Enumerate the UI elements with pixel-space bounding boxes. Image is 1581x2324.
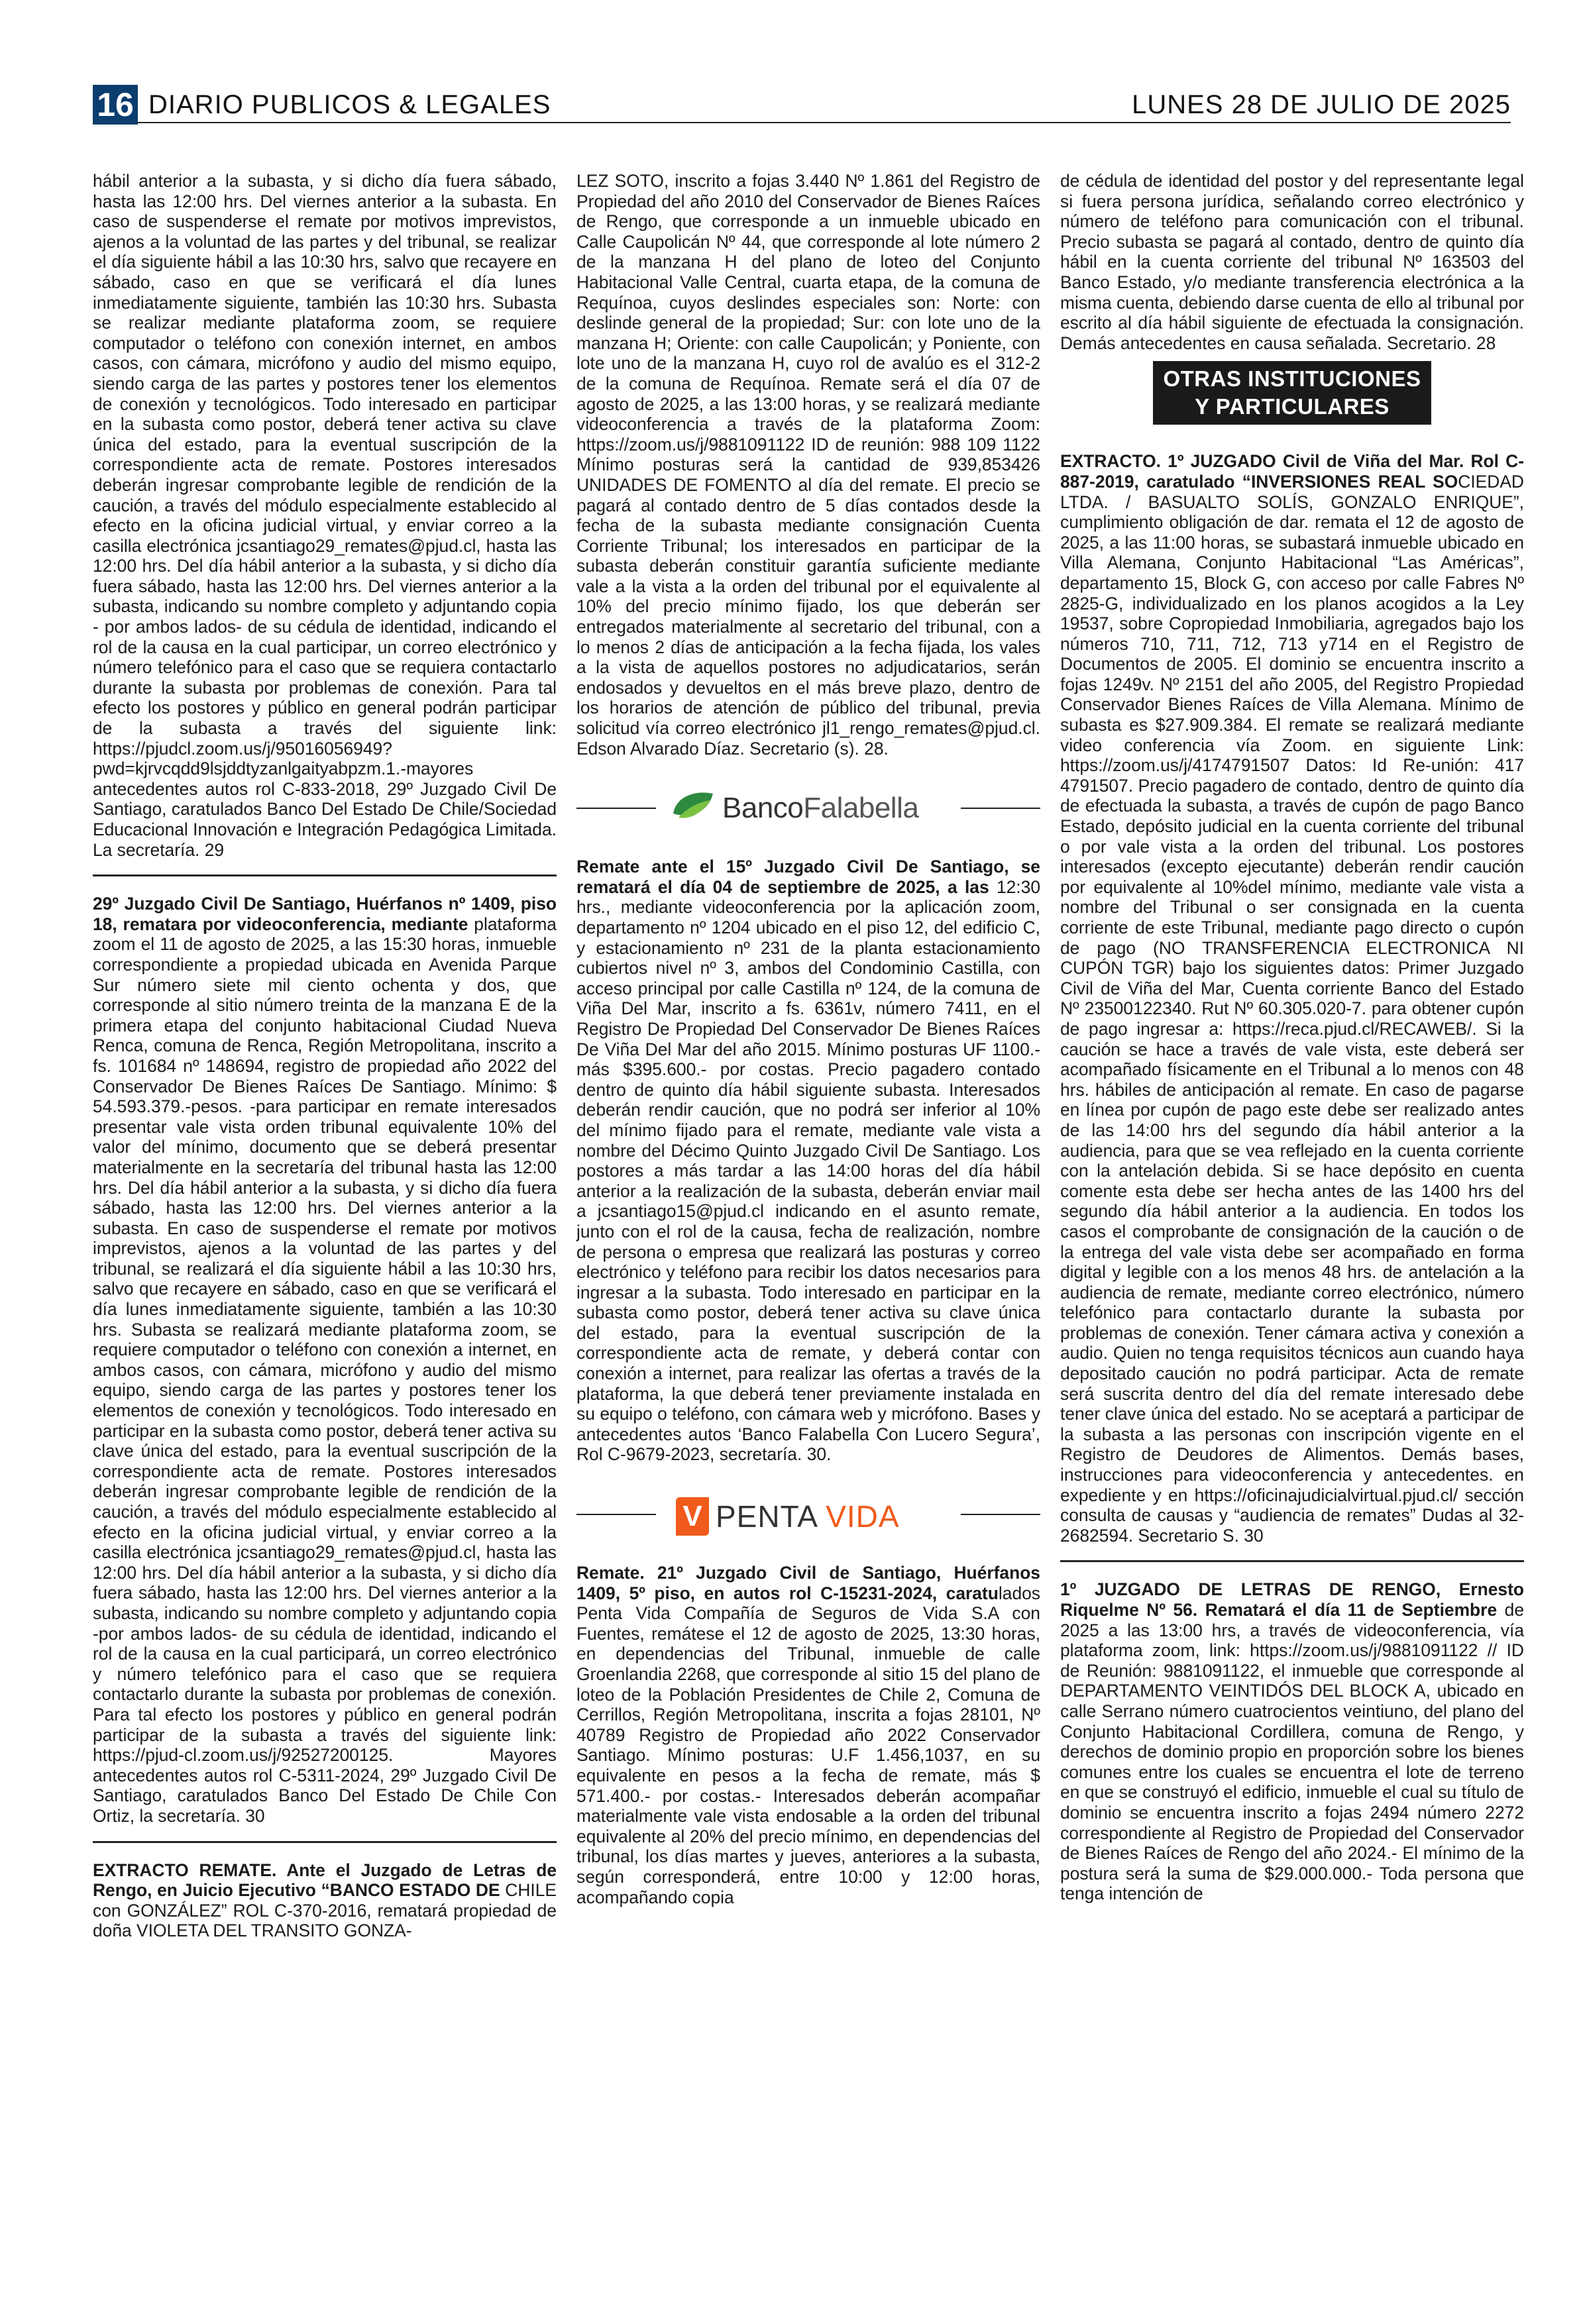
penta-vida-wordmark [716, 1499, 900, 1534]
page-number: 16 [93, 85, 138, 125]
falabella-wordmark-banco: Banco [722, 791, 804, 824]
notice-rengo-continued [576, 171, 1040, 759]
section-heading-line-2: Y PARTICULARES [1195, 394, 1390, 419]
notice-lead: EXTRACTO REMATE. Ante el Juzgado de Letras de Rengo, en Juicio Ejecutivo “BANCO ESTADO DE [93, 1860, 557, 1901]
notice-rengo-extracto [93, 1860, 557, 1941]
notice-divider [93, 1841, 557, 1843]
logo-rule-right [961, 808, 1040, 809]
notice-divider [93, 874, 557, 876]
notice-body: 12:30 hrs., mediante videoconferencia por la aplicación zoom, departamento nº 1204 ubicado en el piso 12, del edificio C, y estacionamiento nº 231 de la planta estacionamiento cubiertos nivel nº 3, ambos del Condominio Castilla, con acceso principal por calle Castilla nº 124, de la comuna de Viña Del Mar, inscrito a fs. 6361v, número 7411, en el Registro De Propiedad Del Conservador De Bienes Raíces De Viña Del Mar del año 2015. Mínimo posturas UF 1100.- más $395.600.- por costas. Precio pagadero contado dentro de quinto día hábil siguiente subasta. Interesados deberán rendir caución, que no podrá ser inferior al 10% del mínimo fijado para el remate, mediante vale vista a nombre del Décimo Quinto Juzgado Civil De Santiago. Los postores a más tardar a las 14:00 horas del día hábil anterior a la realización de la subasta, deberán enviar mail a jcsantiago15@pjud.cl indicando en el asunto remate, junto con el rol de la causa, fecha de realización, nombre de persona o empresa que realizará las posturas y correo electrónico y teléfono para recibir los datos necesarios para ingresar a la subasta. Todo interesado en participar en la subasta como postor, deberá tener activa su clave única del estado, para la eventual suscripción de la correspondiente acta de remate, y deberá contar con conexión a internet, para realizar las ofertas a través de la plataforma, la que deberá tener previamente instalada en su equipo o teléfono, con cámara web y micrófono. Bases y antecedentes autos ‘Banco Falabella Con Lucero Segura’, Rol C-9679-2023, secretaría. 30. [576, 876, 1040, 1465]
penta-wordmark-vida: VIDA [826, 1499, 900, 1534]
notice-lead: 1º JUZGADO DE LETRAS DE RENGO, Ernesto Riquelme Nº 56. Rematará el día 11 de Septiembre [1060, 1579, 1524, 1620]
notice-santiago-21-cerrillos [576, 1563, 1040, 1907]
column-3 [1060, 171, 1524, 1904]
penta-vida-logo-box [576, 1477, 1040, 1551]
notice-body: CHILE con GONZÁLEZ” ROL C-370-2016, rematará propiedad de doña VIOLETA DEL TRANSITO GONZA- [93, 1880, 557, 1941]
banco-falabella-logo [669, 785, 918, 831]
notice-lead: Remate ante el 15º Juzgado Civil De Santiago, se rematará el día 04 de septiembre de 2025, a las [576, 857, 1040, 897]
section-heading [1153, 361, 1431, 425]
notice-body: plataforma zoom el 11 de agosto de 2025, a las 15:30 horas, inmueble correspondiente a propiedad ubicada en Avenida Parque Sur número siete mil ciento ochenta y dos, que corresponde al sitio número treinta de la manzana E de la primera etapa del conjunto habitacional Ciudad Nueva Renca, comuna de Renca, Región Metropolitana, inscrito a fs. 101684 nº 148694, registro de propiedad año 2022 del Conservador De Bienes Raíces De Santiago. Mínimo: $ 54.593.379.-pesos. -para participar en remate interesados presentar vale vista orden tribunal equivalente 10% del valor del mínimo, documento que se deberá presentar materialmente en la secretaría del tribunal hasta las 12:00 hrs. Del día hábil anterior a la subasta, y si dicho día fuera sábado, hasta las 12:00 hrs. Del viernes anterior a la subasta. En caso de suspenderse el remate por motivos imprevistos, ajenos a la voluntad de las partes y del tribunal, se realizará el día siguiente hábil a las 10:30 hrs, salvo que recayere en sábado, caso en que se verificará el día lunes inmediatamente siguiente, también a las 10:30 hrs. Subasta se realizará mediante plataforma zoom, se requiere computador o teléfono con conexión a internet, en ambos casos, con cámara, micrófono y audio del mismo equipo, siendo carga de las partes y postores tener los elementos de conexión y tecnológicos. Todo interesado en participar en la subasta como postor, deberá tener activa su clave única del estado, para la eventual suscripción de la correspondiente acta de remate. Postores interesados deberán ingresar comprobante legible de rendición de la caución, a través del módulo especialmente establecido al efecto en la oficina judicial virtual, y enviar correo a la casilla electrónica jcsantiago29_remates@pjud.cl, hasta las 12:00 hrs. Del día hábil anterior a la subasta, y si dicho día fuera sábado, hasta las 12:00 hrs. Del viernes anterior a la subasta, indicando su nombre completo y adjuntando copia -por ambos lados- de su cédula de identidad, indicando el rol de la causa en la cual participará, un correo electrónico y número telefónico para el caso que se requiera contactarlo durante la subasta por problemas de conexión. Para tal efecto los postores y público en general podrán participar de la subasta a través del siguiente link: https://pjud-cl.zoom.us/j/92527200125. Mayores antecedentes autos rol C-5311-2024, 29º Juzgado Civil De Santiago, caratulados Banco Del Estado De Chile Con Ortiz, la secretaría. 30 [93, 914, 557, 1826]
notice-lead: 29º Juzgado Civil De Santiago, Huérfanos nº 1409, piso 18, rematara por videoconferencia, mediante [93, 894, 557, 934]
publication-name: DIARIO PUBLICOS & LEGALES [148, 90, 551, 119]
notice-body: lados Penta Vida Compañía de Seguros de Vida S.A con Fuentes, remátese el 12 de agosto de 2025, 13:30 horas, en dependencias del Tribunal, inmueble de calle Groenlandia 2268, que corresponde al sitio 15 del plano de loteo de la Población Presidentes de Chile 2, Comuna de Cerrillos, Región Metropolitana, inscrita a fojas 28101, Nº 40789 Registro de Propiedad año 2022 Conservador Santiago. Mínimo posturas: U.F 1.456,1037, en su equivalente en pesos a la fecha de remate, más $ 571.400.- por costas.- Interesados deberán acompañar materialmente vale vista endosable a la orden del tribunal equivalente al 20% del precio mínimo, en dependencias del tribunal, los días martes y jueves, anteriores a la subasta, según corresponderá, entre 10:00 y 12:00 horas, acompañando copia [576, 1583, 1040, 1907]
column-1 [93, 171, 557, 1941]
notice-body: hábil anterior a la subasta, y si dicho día fuera sábado, hasta las 12:00 hrs. Del viernes anterior a la subasta. En caso de suspenderse el remate por motivos imprevistos, ajenos a la voluntad de las partes y del tribunal, se realizar el día siguiente hábil a las 10:30 hrs, salvo que recayere en sábado, caso en que se verificará el día lunes inmediatamente siguiente, también las 10:30 hrs. Subasta se realizar mediante plataforma zoom, se requiere computador o teléfono con conexión internet, en ambos casos, con cámara, micrófono y audio del mismo equipo, siendo carga de las partes y postores tener los elementos de conexión y tecnológicos. Todo interesado en participar en la subasta como postor, deberá tener activa su clave única del estado, para la eventual suscripción de la correspondiente acta de remate. Postores interesados deberán ingresar comprobante legible de rendición de la caución, a través del módulo especialmente establecido al efecto en la oficina judicial virtual, y enviar correo a la casilla electrónica jcsantiago29_remates@pjud.cl, hasta las 12:00 hrs. Del día hábil anterior a la subasta, y si dicho día fuera sábado, hasta las 12:00 hrs. Del viernes anterior a la subasta, indicando su nombre completo y adjuntando copia - por ambos lados- de su cédula de identidad, indicando el rol de la causa en la cual participar, un correo electrónico y número telefónico para el caso que se requiera contactarlo durante la subasta por problemas de conexión. Para tal efecto los postores y público en general podrán participar de la subasta a través del siguiente link: https://pjudcl.zoom.us/j/95016056949?pwd=kjrvcqdd9lsjddtyzanlgaityabpzm.1.-mayores antecedentes autos rol C-833-2018, 29º Juzgado Civil De Santiago, caratulados Banco Del Estado De Chile/Sociedad Educacional Innovación e Integración Pedagógica Limitada. La secretaría. 29 [93, 171, 557, 860]
notice-santiago-15-vina [576, 857, 1040, 1465]
logo-rule-left [576, 808, 656, 809]
notice-santiago-29-continued [93, 171, 557, 860]
notice-vina-del-mar-1 [1060, 451, 1524, 1546]
falabella-wordmark-falabella: Falabella [803, 791, 919, 824]
notice-divider [1060, 1560, 1524, 1562]
banco-falabella-logo-box [576, 770, 1040, 845]
column-2 [576, 171, 1040, 1907]
notice-santiago-29-renca [93, 894, 557, 1826]
page-header [93, 85, 1511, 123]
notice-santiago-21-continued [1060, 171, 1524, 353]
penta-vida-logo [676, 1495, 900, 1538]
notice-lead: EXTRACTO. 1º JUZGADO Civil de Viña del Mar. Rol C-887-2019, caratulado “INVERSIONES REAL SO [1060, 451, 1524, 492]
notice-lead: Remate. 21º Juzgado Civil de Santiago, Huérfanos 1409, 5º piso, en autos rol C-15231-2024, caratu [576, 1563, 1040, 1603]
logo-rule-right [961, 1514, 1040, 1515]
falabella-wordmark [722, 791, 919, 824]
notice-body: de 2025 a las 13:00 hrs, a través de videoconferencia, vía plataforma zoom, link: https://zoom.us/j/9881091122 // ID de Reunión: 9881091122, el inmueble que corresponde al DEPARTAMENTO VEINTIDÓS DEL BLOCK A, ubicado en calle Serrano número cuatrocientos veintiuno, del plano del Conjunto Habitacional Cordillera, comuna de Rengo, y derechos de dominio propio en proporción sobre los bienes comunes entre los cuales se encuentra el lote de terreno en que se construyó el edificio, inmueble el cual su título de dominio se encuentra inscrito a fojas 2494 número 2272 correspondiente al Registro de Propiedad del Conservador de Bienes Raíces de Rengo del año 2024.- El mínimo de la postura será la suma de $29.000.000.- Toda persona que tenga intención de [1060, 1600, 1525, 1904]
notice-body: CIEDAD LTDA. / BASUALTO SOLÍS, GONZALO ENRIQUE”, cumplimiento obligación de dar. remata el 12 de agosto de 2025, a las 11:00 horas, se subastará inmueble ubicado en Villa Alemana, Conjunto Habitacional “Las Américas”, departamento 15, Block G, con acceso por calle Fabres Nº 2825-G, individualizado en los planos acogidos a la Ley 19537, sobre Copropiedad Inmobiliaria, agregados bajo los números 710, 711, 712, 713 y714 en el Registro de Documentos de 2005. El dominio se encuentra inscrito a fojas 1249v. Nº 2151 del año 2005, del Registro Propiedad Conservador Bienes Raíces de Villa Alemana. Mínimo de subasta es $27.909.384. El remate se realizará mediante video conferencia vía Zoom. en siguiente Link: https://zoom.us/j/4174791507 Datos: Id Re-unión: 417 4791507. Precio pagadero de contado, dentro de quinto día de efectuada la subasta, a través de cupón de pago Banco Estado, depósito judicial en la cuenta corriente del tribunal o por vale vista a la orden del tribunal. Los postores interesados (excepto ejecutante) deberán rendir caución por equivalente al 10%del mínimo, mediante vale vista a nombre del Tribunal o ser consignada en la cuenta corriente de este Tribunal, mediante pago directo o cupón de pago (NO TRANSFERENCIA ELECTRONICA NI CUPÓN TGR) bajo los siguientes datos: Primer Juzgado Civil de Viña del Mar, Cuenta corriente Banco del Estado Nº 23500122340. Rut Nº 60.305.020-7. para obtener cupón de pago ingresar a: https://reca.pjud.cl/RECAWEB/. Si la caución se hace a través de vale vista, este deberá ser acompañado físicamente en el Tribunal a lo menos con 48 hrs. hábiles de anticipación al remate. En caso de pagarse en línea por cupón de pago este debe ser realizado antes de las 14:00 hrs del segundo día hábil anterior a la audiencia, para que se vea reflejado en la cuenta corriente con la antelación debida. Si se hace depósito en cuenta comente esta debe ser hecha antes de las 1400 hrs del segundo día hábil anterior a la audiencia. En todos los casos el comprobante de consignación de la caución o de la entrega del vale vista debe ser acompañado en forma digital y legible con a los menos 48 hrs. de antelación a la audiencia de remate, mediante correo electrónico, número telefónico para contactarlo durante la subasta por problemas de conexión. Tener cámara activa y conexión a audio. Quien no tenga requisitos técnicos aun cuando haya depositado caución no podrá participar. Acta de remate será suscrita dentro del día del remate interesado debe tener clave única del estado. No se aceptará a participar de la subasta a las personas con inscripción vigente en el Registro de Deudores de Alimentos. Demás bases, instrucciones para videoconferencia y antecedentes. en expediente y en https://oficinajudicialvirtual.pjud.cl/ sección consulta de causas y “audiencia de remates” Dudas al 32-2682594. Secretario S. 30 [1060, 471, 1524, 1546]
penta-vida-badge-icon: V [676, 1497, 709, 1536]
notice-body: LEZ SOTO, inscrito a fojas 3.440 Nº 1.861 del Registro de Propiedad del año 2010 del Conservador de Bienes Raíces de Rengo, que corresponde a un inmueble ubicado en Calle Caupolicán Nº 44, que corresponde al lote número 2 de la manzana H del plano de loteo del Conjunto Habitacional Valle Central, cuarta etapa, de la comuna de Requínoa, cuyos deslindes especiales son: Norte: con deslinde general de la propiedad; Sur: con lote uno de la manzana H; Oriente: con calle Caupolicán; y Poniente, con lote uno de la manzana H, cuyo rol de avalúo es el 312-2 de la comuna de Requínoa. Remate será el día 07 de agosto de 2025, a las 13:00 horas, y se realizará mediante videoconferencia a través de la plataforma Zoom: https://zoom.us/j/9881091122 ID de reunión: 988 109 1122 Mínimo posturas será la cantidad de 939,853426 UNIDADES DE FOMENTO al día del remate. El precio se pagará al contado dentro de 5 días contados desde la fecha de la subasta mediante consignación Cuenta Corriente Tribunal; los interesados en participar de la subasta deberán constituir garantía suficiente mediante vale a la vista a la orden del tribunal por el equivalente al 10% del precio mínimo fijado, los que deberán ser entregados materialmente al secretario del tribunal, con a lo menos 2 días de anticipación a la fecha fijada, los vales a la vista de aquellos postores no adjudicatarios, serán endosados y devueltos en el más breve plazo, dentro de los horarios de atención de público del tribunal, previa solicitud vía correo electrónico jl1_rengo_remates@pjud.cl. Edson Alvarado Díaz. Secretario (s). 28. [576, 171, 1040, 759]
section-heading-line-1: OTRAS INSTITUCIONES [1163, 366, 1421, 392]
penta-wordmark-penta: PENTA [716, 1499, 817, 1534]
falabella-leaf-icon [669, 787, 717, 829]
notice-body: de cédula de identidad del postor y del representante legal si fuera persona jurídica, señalando correo electrónico y número de teléfono para comunicación con el tribunal. Precio subasta se pagará al contado, dentro de quinto día hábil en la cuenta corriente del tribunal Nº 163503 del Banco Estado, y/o mediante transferencia electrónica a la misma cuenta, debiendo darse cuenta de ello al tribunal por escrito al día hábil siguiente de efectuada la consignación. Demás antecedentes en causa señalada. Secretario. 28 [1060, 171, 1524, 353]
notice-rengo-letras-1 [1060, 1579, 1524, 1904]
publication-date: LUNES 28 DE JULIO DE 2025 [1132, 90, 1511, 119]
logo-rule-left [576, 1514, 656, 1515]
